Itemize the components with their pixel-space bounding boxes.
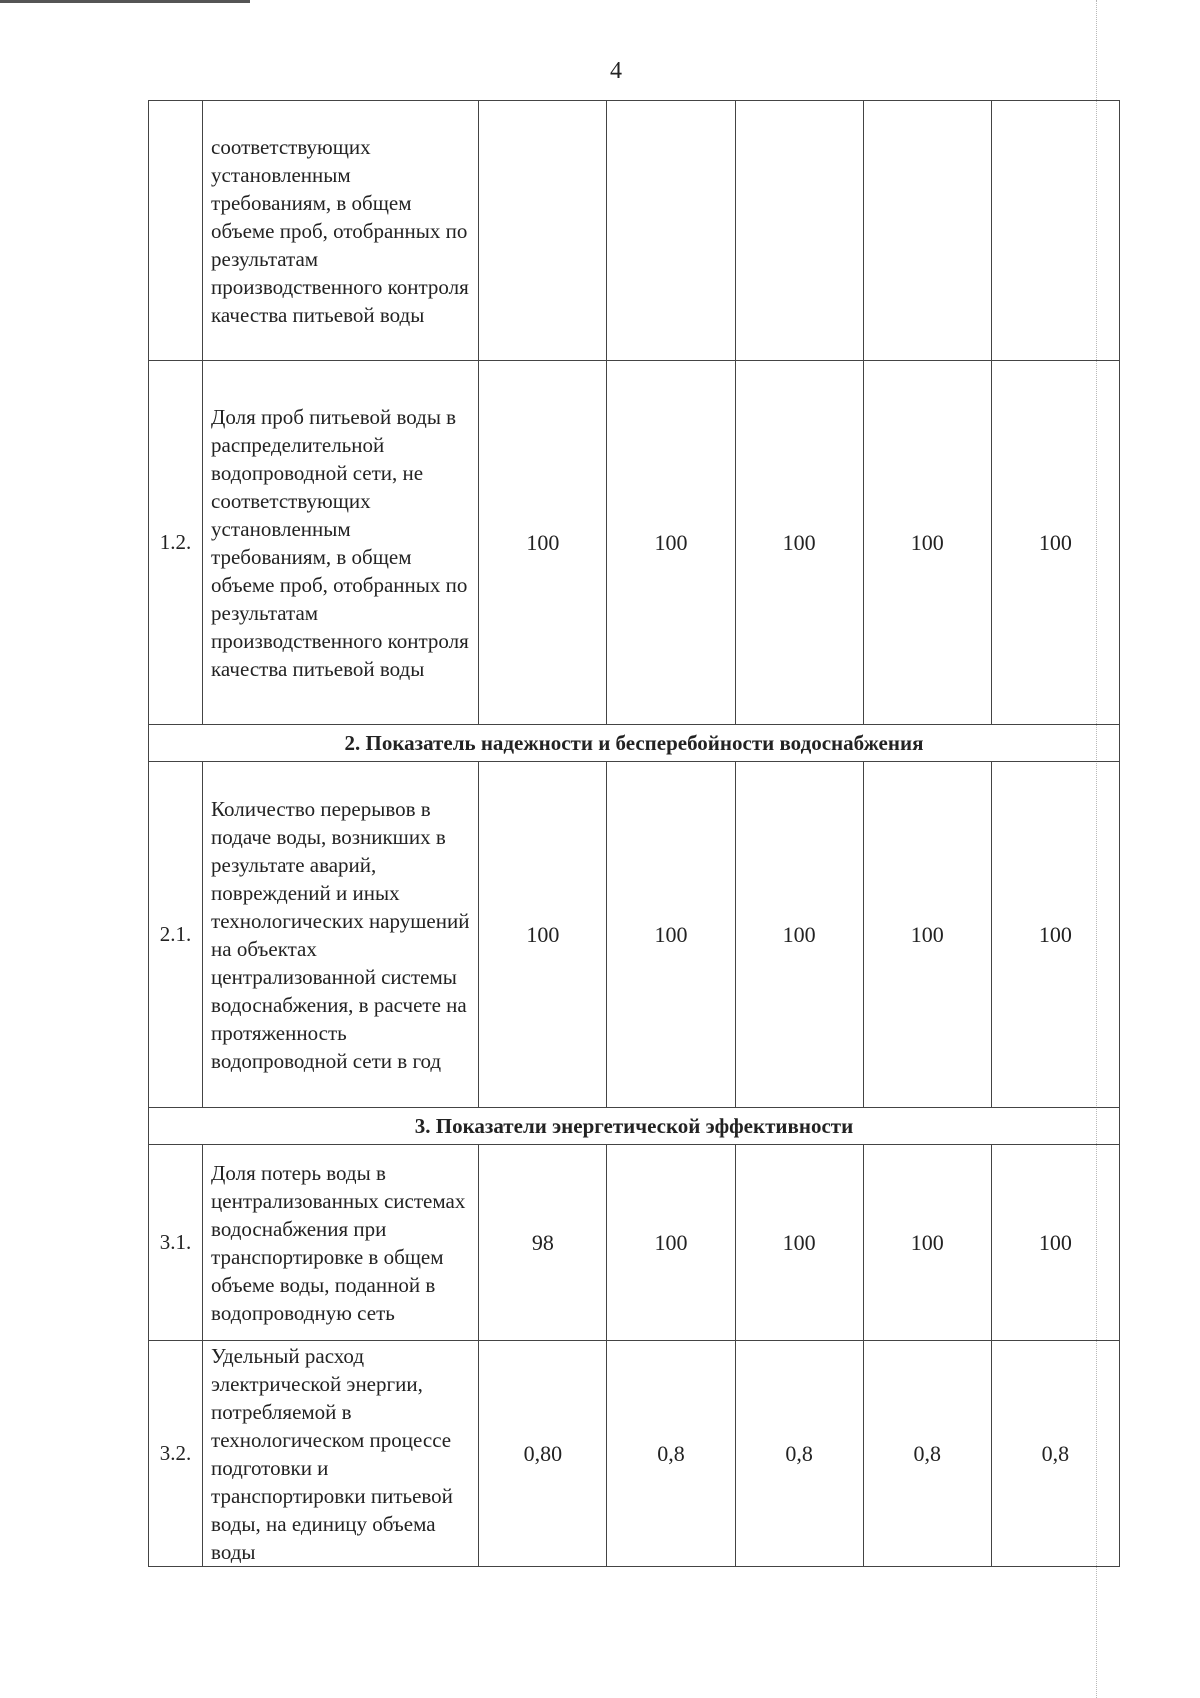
value-cell — [607, 101, 735, 361]
row-number: 3.2. — [149, 1341, 203, 1567]
row-description: соответствующих установленным требованиям, в общем объеме проб, отобранных по результатам производственного контроля качества питьевой воды — [203, 101, 479, 361]
value-cell: 0,8 — [863, 1341, 991, 1567]
value-cell: 98 — [479, 1145, 607, 1341]
value-cell: 0,8 — [735, 1341, 863, 1567]
value-cell: 100 — [991, 762, 1119, 1108]
value-cell: 100 — [607, 762, 735, 1108]
section-heading: 3. Показатели энергетической эффективности — [149, 1108, 1120, 1145]
value-cell — [479, 101, 607, 361]
row-number: 2.1. — [149, 762, 203, 1108]
value-cell — [735, 101, 863, 361]
value-cell: 100 — [735, 762, 863, 1108]
indicators-table — [148, 100, 1120, 1567]
value-cell: 100 — [863, 1145, 991, 1341]
value-cell: 100 — [607, 361, 735, 725]
value-cell: 0,80 — [479, 1341, 607, 1567]
value-cell: 100 — [991, 1145, 1119, 1341]
row-number: 3.1. — [149, 1145, 203, 1341]
value-cell: 100 — [479, 361, 607, 725]
value-cell — [991, 101, 1119, 361]
value-cell: 100 — [991, 361, 1119, 725]
value-cell: 100 — [607, 1145, 735, 1341]
row-description: Удельный расход электрической энергии, потребляемой в технологическом процессе подготовки и транспортировки питьевой воды, на единицу объема воды — [203, 1341, 479, 1567]
table-row — [149, 1145, 1120, 1341]
value-cell — [863, 101, 991, 361]
value-cell: 100 — [863, 762, 991, 1108]
value-cell: 100 — [479, 762, 607, 1108]
section-row — [149, 725, 1120, 762]
section-heading: 2. Показатель надежности и бесперебойности водоснабжения — [149, 725, 1120, 762]
row-number: 1.2. — [149, 361, 203, 725]
value-cell: 0,8 — [991, 1341, 1119, 1567]
row-number — [149, 101, 203, 361]
row-description: Количество перерывов в подаче воды, возникших в результате аварий, повреждений и иных технологических нарушений на объектах централизованной системы водоснабжения, в расчете на протяженность водопроводной сети в год — [203, 762, 479, 1108]
row-description: Доля потерь воды в централизованных системах водоснабжения при транспортировке в общем объеме воды, поданной в водопроводную сеть — [203, 1145, 479, 1341]
scan-edge-mark — [0, 0, 250, 3]
value-cell: 0,8 — [607, 1341, 735, 1567]
value-cell: 100 — [735, 1145, 863, 1341]
table-row — [149, 361, 1120, 725]
value-cell: 100 — [863, 361, 991, 725]
table-row — [149, 1341, 1120, 1567]
table-row — [149, 762, 1120, 1108]
value-cell: 100 — [735, 361, 863, 725]
table-row — [149, 101, 1120, 361]
section-row — [149, 1108, 1120, 1145]
page-number: 4 — [610, 58, 622, 84]
row-description: Доля проб питьевой воды в распределительной водопроводной сети, не соответствующих установленным требованиям, в общем объеме проб, отобранных по результатам производственного контроля качества питьевой воды — [203, 361, 479, 725]
